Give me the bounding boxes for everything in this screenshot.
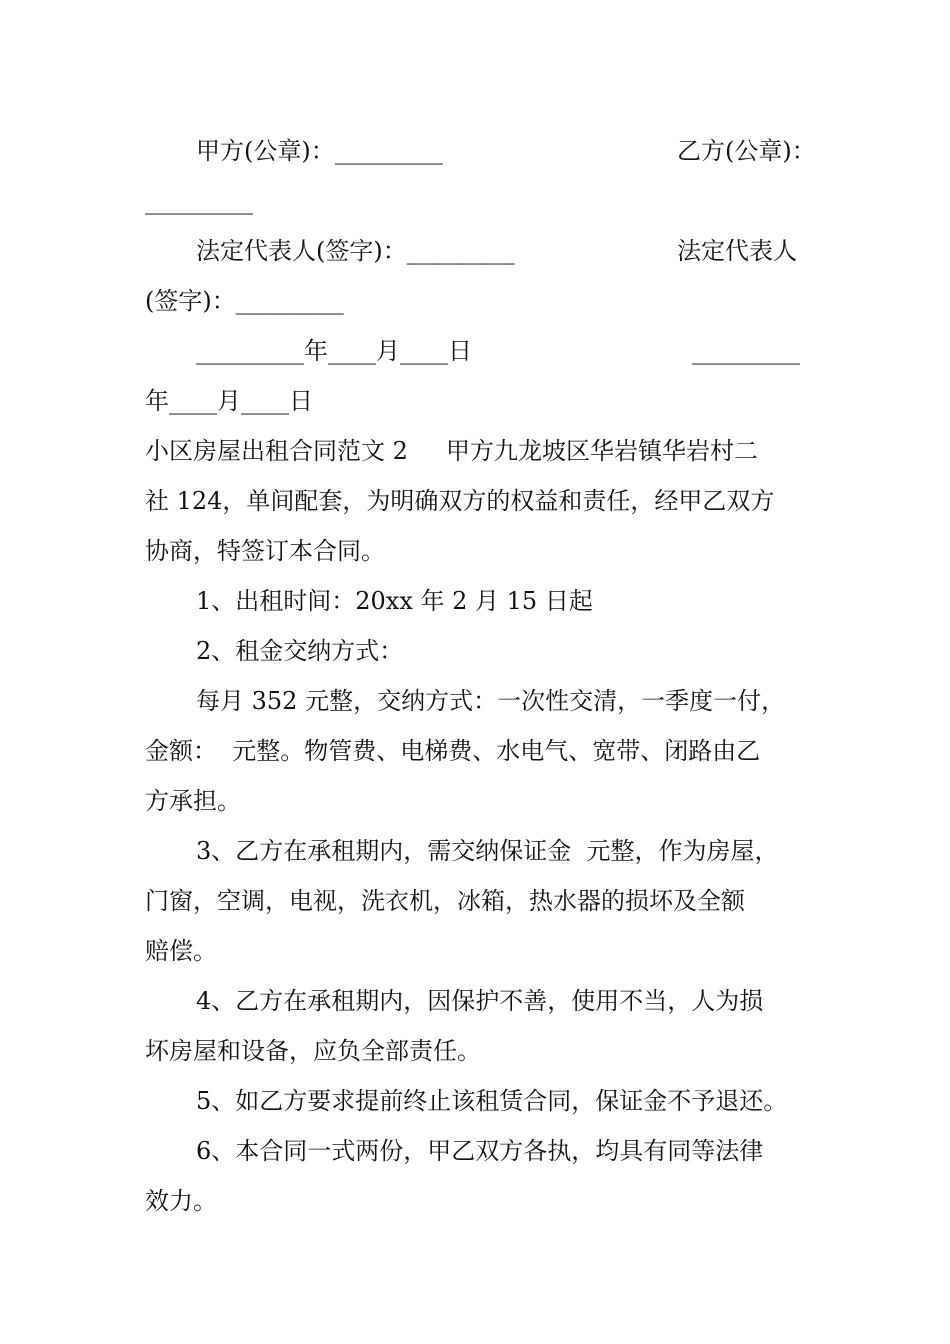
clause-6-cont: 效力。	[145, 1187, 217, 1215]
clause-3: 3、乙方在承租期内，需交纳保证金 元整，作为房屋，	[196, 837, 779, 865]
contract-intro-line: 社 124，单间配套，为明确双方的权益和责任，经甲乙双方	[145, 487, 775, 515]
clause-2: 2、租金交纳方式：	[196, 637, 404, 665]
clause-rent-line: 金额： 元整。物管费、电梯费、水电气、宽带、闭路由乙	[145, 737, 761, 765]
party-b-seal-line: 乙方(公章)：	[677, 137, 816, 165]
clause-4: 4、乙方在承租期内，因保护不善，使用不当，人为损	[196, 987, 764, 1015]
party-b-representative-line: 法定代表人	[677, 237, 797, 265]
clause-rent-line: 每月 352 元整，交纳方式：一次性交清，一季度一付，	[196, 687, 786, 715]
clause-6: 6、本合同一式两份，甲乙双方各执，均具有同等法律	[196, 1137, 764, 1165]
contract-heading-line: 小区房屋出租合同范文 2 甲方九龙坡区华岩镇华岩村二	[145, 437, 759, 465]
party-b-date-line: _________	[692, 337, 800, 365]
party-b-representative-cont: (签字)：_________	[145, 287, 344, 315]
clause-3-cont: 门窗，空调，电视，洗衣机，冰箱，热水器的损坏及全额	[145, 887, 745, 915]
contract-intro-line: 协商，特签订本合同。	[145, 537, 385, 565]
clause-5: 5、如乙方要求提前终止该租赁合同，保证金不予退还。	[196, 1087, 788, 1115]
clause-3-cont: 赔偿。	[145, 937, 217, 965]
clause-4-cont: 坏房屋和设备，应负全部责任。	[145, 1037, 481, 1065]
party-a-seal-line: 甲方(公章)：_________	[196, 137, 443, 165]
party-a-representative-line: 法定代表人(签字)：_________	[196, 237, 515, 265]
party-b-seal-blank: _________	[145, 187, 253, 215]
party-b-date-cont: 年____月____日	[145, 387, 313, 415]
clause-rent-line: 方承担。	[145, 787, 241, 815]
clause-1: 1、出租时间：20xx 年 2 月 15 日起	[196, 587, 593, 615]
party-a-date-line: _________年____月____日	[196, 337, 472, 365]
